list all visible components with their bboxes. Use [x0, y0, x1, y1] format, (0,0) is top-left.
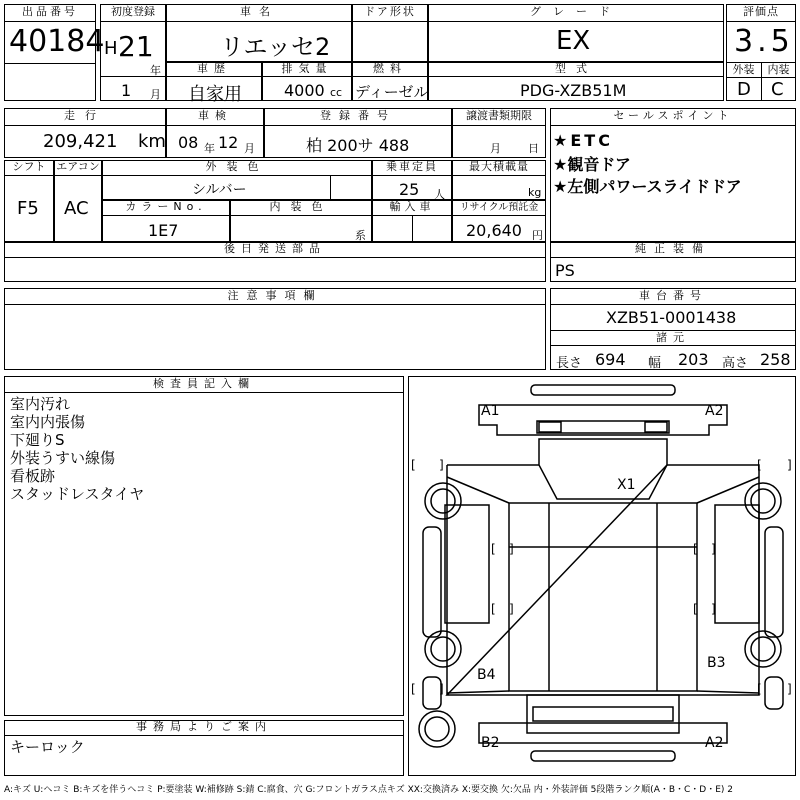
displacement: 4000 [284, 81, 325, 100]
door-label: ドア形状 [364, 5, 416, 18]
inspection-month-unit: 月 [244, 142, 255, 155]
interior-label: 内装 [767, 63, 790, 76]
fuel: ディーゼル [355, 83, 429, 101]
svg-text:]: ] [711, 602, 716, 616]
registration-number: 柏 200サ 488 [306, 136, 410, 155]
mileage: 209,421 [43, 131, 118, 152]
inspection-month: 12 [218, 133, 239, 152]
sales-point-3: ★左側パワースライドドア [553, 177, 742, 196]
chassis-label: 車台番号 [639, 289, 707, 302]
inspector-note: 下廻りS [10, 431, 65, 449]
svg-text:[: [ [757, 458, 762, 472]
shift: F5 [17, 198, 39, 219]
width-label: 幅 [648, 356, 662, 371]
registration-month: 1 [121, 81, 132, 100]
cc-unit: cc [330, 86, 343, 99]
svg-text:[: [ [491, 602, 496, 616]
svg-text:[: [ [491, 542, 496, 556]
seats-unit: 人 [434, 188, 445, 201]
exterior-color: シルバー [192, 182, 247, 198]
width: 203 [678, 350, 709, 369]
seats: 25 [399, 180, 420, 199]
damage-mark: B4 [477, 667, 496, 683]
year-unit: 年 [150, 64, 161, 77]
exterior-grade: D [737, 79, 751, 100]
svg-text:]: ] [787, 458, 792, 472]
interior-grade: C [771, 79, 784, 100]
registration-year: 21 [118, 30, 154, 63]
svg-text:]: ] [439, 682, 444, 696]
recycle-label: リサイクル預託金 [459, 202, 539, 213]
svg-text:[: [ [411, 682, 416, 696]
damage-mark: A1 [481, 403, 500, 419]
score-label: 評価点 [743, 5, 779, 18]
svg-text:[: [ [757, 682, 762, 696]
registration-number-label: 登録番号 [320, 109, 396, 122]
vehicle-diagram [408, 376, 796, 776]
height-label: 高さ [722, 356, 749, 371]
car-name-label: 車名 [240, 5, 278, 18]
car-name: リエッセ2 [220, 33, 331, 61]
genuine-equipment-label: 純正装備 [635, 242, 711, 255]
svg-text:]: ] [787, 682, 792, 696]
inspector-note: 室内汚れ [10, 395, 71, 413]
recycle-unit: 円 [532, 229, 543, 242]
svg-text:]: ] [509, 542, 514, 556]
office-notice-label: 事務局よりご案内 [136, 720, 272, 733]
svg-text:]: ] [711, 542, 716, 556]
ac: AC [64, 198, 89, 219]
grade: EX [556, 26, 591, 56]
damage-mark: X1 [617, 477, 636, 493]
inspection-year: 08 [178, 133, 199, 152]
transfer-month-unit: 月 [490, 142, 501, 155]
svg-text:[: [ [693, 542, 698, 556]
interior-color-unit: 系 [355, 229, 366, 242]
sales-points-label: セールスポイント [613, 109, 733, 122]
svg-text:[: [ [693, 602, 698, 616]
inspection-label: 車検 [198, 109, 232, 122]
model: PDG-XZB51M [520, 81, 627, 100]
inspector-note: 外装うすい線傷 [10, 449, 116, 467]
lot-number-label: 出品番号 [22, 5, 78, 18]
history-label: 車歴 [197, 62, 231, 75]
max-load-unit: kg [528, 186, 542, 199]
caution-label: 注意事項欄 [227, 289, 323, 302]
model-label: 型式 [555, 62, 597, 75]
month-unit: 月 [150, 88, 161, 101]
score: 3.5 [734, 24, 794, 59]
exterior-label: 外装 [732, 63, 755, 76]
grade-label: グレード [530, 5, 622, 18]
fuel-label: 燃料 [373, 62, 407, 75]
transfer-deadline-label: 譲渡書類期限 [466, 109, 532, 122]
inspector-note: 看板跡 [10, 467, 56, 485]
first-registration-label: 初度登録 [111, 5, 155, 18]
era-label: H [104, 38, 118, 59]
height: 258 [760, 350, 791, 369]
color-number: 1E7 [148, 221, 179, 240]
length-label: 長さ [556, 356, 583, 371]
svg-text:[: [ [411, 458, 416, 472]
svg-text:]: ] [439, 458, 444, 472]
damage-mark: A2 [705, 403, 724, 419]
color-number-label: カラーNo. [125, 200, 207, 213]
sales-point-2: ★観音ドア [553, 155, 631, 174]
chassis-number: XZB51-0001438 [606, 308, 737, 327]
svg-text:]: ] [509, 602, 514, 616]
inspector-notes-label: 検査員記入欄 [153, 377, 255, 390]
shift-label: シフト [12, 160, 46, 173]
inspector-note: 室内内張傷 [10, 413, 86, 431]
office-notice: キーロック [10, 738, 85, 756]
exterior-color-label: 外装色 [205, 160, 269, 173]
transfer-day-unit: 日 [528, 142, 539, 155]
sales-point-1: ★ETC [553, 131, 613, 150]
damage-mark: A2 [705, 735, 724, 751]
displacement-label: 排気量 [281, 62, 333, 75]
ac-label: エアコン [56, 160, 100, 173]
inspector-note: スタッドレスタイヤ [10, 485, 145, 503]
mileage-unit: km [138, 131, 166, 152]
import-label: 輸入車 [389, 200, 435, 213]
length: 694 [595, 350, 626, 369]
later-parts-label: 後日発送部品 [224, 242, 326, 255]
interior-color-label: 内装色 [269, 200, 333, 213]
spec-label: 諸元 [656, 331, 690, 344]
genuine-equipment: PS [555, 261, 575, 280]
history: 自家用 [188, 84, 242, 105]
seats-label: 乗車定員 [386, 160, 438, 173]
max-load-label: 最大積載量 [469, 160, 529, 173]
mileage-label: 走行 [64, 109, 106, 122]
damage-mark: B2 [481, 735, 500, 751]
recycle-amount: 20,640 [466, 221, 522, 240]
inspection-year-unit: 年 [204, 142, 215, 155]
legend: A:キズ U:ヘコミ B:キズを伴うヘコミ P:要塗装 W:補修跡 S:錆 C:腐食、穴 G:フロントガラス点キズ XX:交換済み X:要交換 欠:欠品 内・外装評価 5段階ランク順(A・B・C・D・E) 2 [4, 785, 734, 795]
lot-number: 40184 [9, 24, 105, 59]
damage-mark: B3 [707, 655, 726, 671]
vehicle-outline-icon [409, 377, 797, 777]
